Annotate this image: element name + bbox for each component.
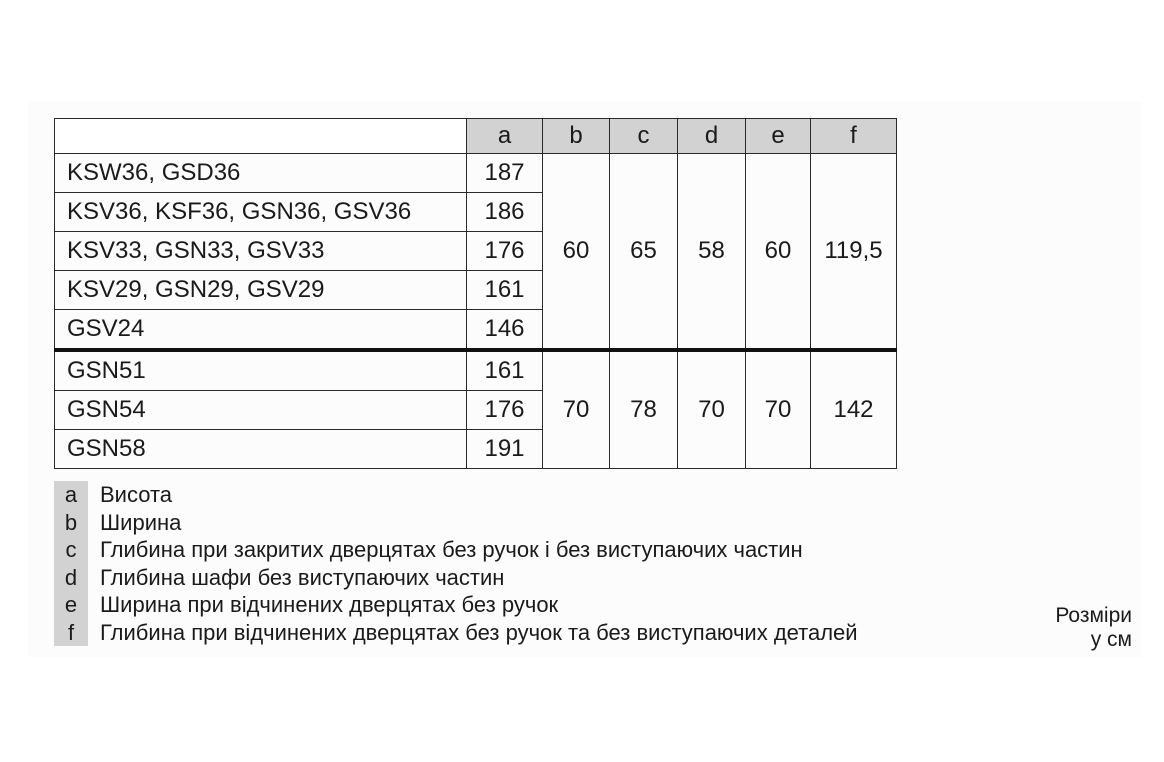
height-cell: 146 xyxy=(467,310,543,351)
model-cell: KSV29, GSN29, GSV29 xyxy=(55,271,467,310)
cabinet-depth-cell: 70 xyxy=(678,350,746,469)
legend-item xyxy=(54,481,858,509)
height-cell: 186 xyxy=(467,193,543,232)
width-open-cell: 60 xyxy=(746,154,811,351)
depth-closed-cell: 78 xyxy=(610,350,678,469)
legend-key: c xyxy=(54,536,88,564)
height-cell: 191 xyxy=(467,430,543,469)
model-cell: KSV33, GSN33, GSV33 xyxy=(55,232,467,271)
header-cell-model xyxy=(55,119,467,154)
model-cell: GSV24 xyxy=(55,310,467,351)
header-cell-b: b xyxy=(543,119,610,154)
height-cell: 187 xyxy=(467,154,543,193)
width-cell: 70 xyxy=(543,350,610,469)
depth-open-cell: 142 xyxy=(811,350,897,469)
legend-key: a xyxy=(54,481,88,509)
legend-text: Глибина шафи без виступаючих частин xyxy=(100,564,505,590)
legend-text: Висота xyxy=(100,482,173,507)
legend-key: f xyxy=(54,619,88,647)
header-cell-a: a xyxy=(467,119,543,154)
units-note-line: Розміри xyxy=(1055,604,1132,627)
units-note xyxy=(1055,604,1132,652)
header-cell-c: c xyxy=(610,119,678,154)
legend-item xyxy=(54,564,858,592)
dimensions-table xyxy=(54,118,897,469)
model-cell: GSN51 xyxy=(55,350,467,391)
model-cell: KSV36, KSF36, GSN36, GSV36 xyxy=(55,193,467,232)
height-cell: 161 xyxy=(467,350,543,391)
cabinet-depth-cell: 58 xyxy=(678,154,746,351)
width-cell: 60 xyxy=(543,154,610,351)
table-row xyxy=(55,154,897,193)
legend-text: Глибина при закритих дверцятах без ручок і без виступаючих частин xyxy=(100,537,803,562)
dimension-legend xyxy=(54,481,858,646)
table-header-row xyxy=(55,119,897,154)
model-cell: GSN58 xyxy=(55,430,467,469)
height-cell: 161 xyxy=(467,271,543,310)
table-row xyxy=(55,350,897,391)
height-cell: 176 xyxy=(467,232,543,271)
legend-key: b xyxy=(54,509,88,537)
legend-item xyxy=(54,591,858,619)
legend-text: Ширина xyxy=(100,509,182,535)
units-note-line: у см xyxy=(1090,628,1132,651)
header-cell-d: d xyxy=(678,119,746,154)
width-open-cell: 70 xyxy=(746,350,811,469)
model-cell: KSW36, GSD36 xyxy=(55,154,467,193)
legend-key: d xyxy=(54,564,88,592)
depth-open-cell: 119,5 xyxy=(811,154,897,351)
legend-item xyxy=(54,509,858,537)
legend-item xyxy=(54,619,858,647)
header-cell-e: e xyxy=(746,119,811,154)
header-cell-f: f xyxy=(811,119,897,154)
legend-key: e xyxy=(54,591,88,619)
legend-text: Глибина при відчинених дверцятах без ручок та без виступаючих деталей xyxy=(100,619,858,645)
model-cell: GSN54 xyxy=(55,391,467,430)
depth-closed-cell: 65 xyxy=(610,154,678,351)
legend-text: Ширина при відчинених дверцятах без ручок xyxy=(100,592,559,617)
legend-item xyxy=(54,536,858,564)
height-cell: 176 xyxy=(467,391,543,430)
